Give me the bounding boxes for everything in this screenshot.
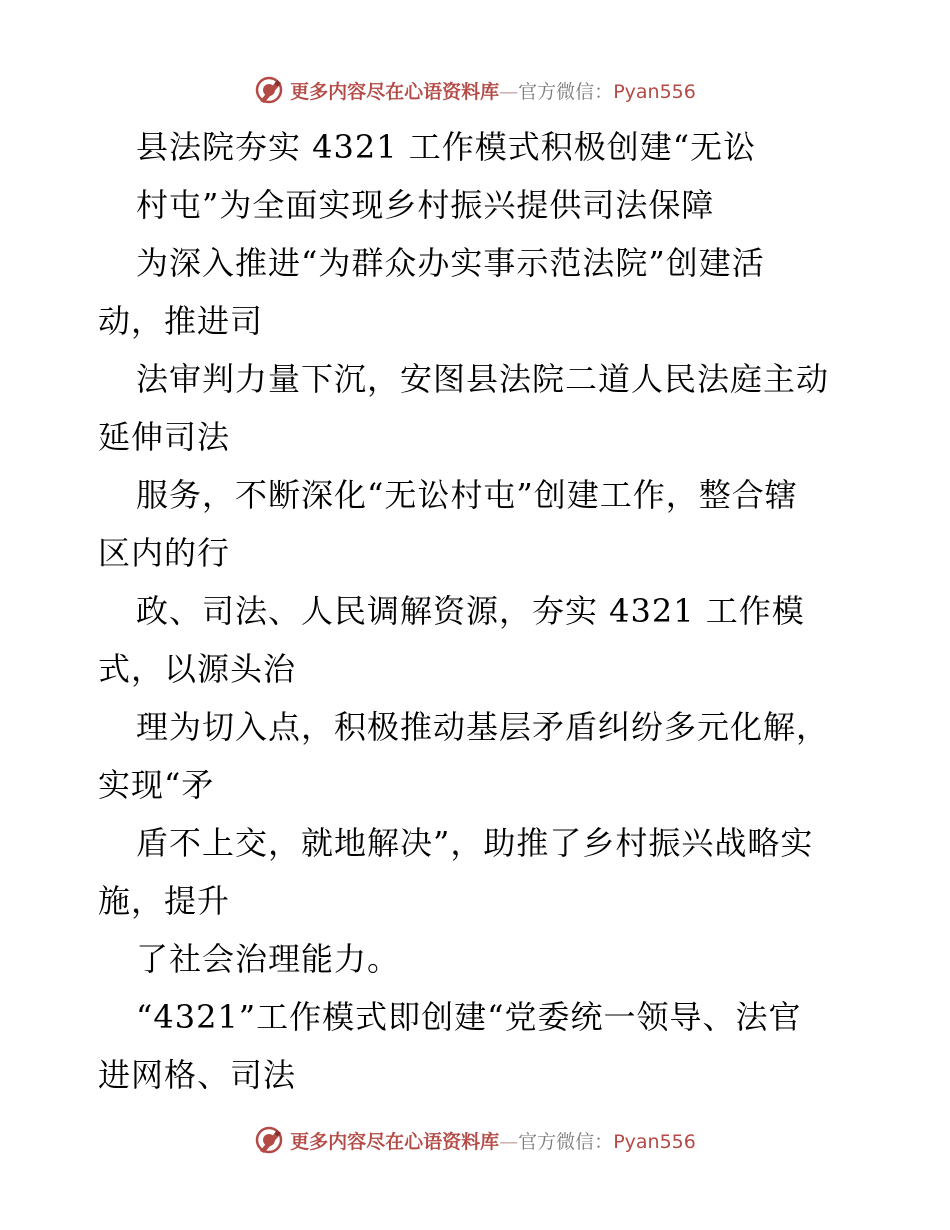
text-line: 施，提升 (98, 882, 231, 920)
watermark-text (290, 77, 696, 104)
text-line: 为深入推进“为群众办实事示范法院”创建活 (136, 244, 765, 282)
watermark-brand: 更多内容尽在心语资料库 (290, 1130, 500, 1153)
text-line: 进网格、司法 (98, 1056, 297, 1094)
watermark-dash: — (499, 80, 519, 103)
pen-logo-icon (254, 1125, 284, 1155)
text-line: 延伸司法 (98, 418, 231, 456)
watermark-handle: Pyan556 (613, 80, 696, 103)
text-line: 村屯”为全面实现乡村振兴提供司法保障 (136, 186, 715, 224)
watermark-brand: 更多内容尽在心语资料库 (290, 80, 500, 103)
text-line: 服务，不断深化“无讼村屯”创建工作，整合辖 (136, 476, 798, 514)
text-line: 政、司法、人民调解资源，夯实 4321 工作模 (136, 592, 805, 630)
watermark-label: 官方微信： (518, 80, 614, 103)
text-line: 实现“矛 (98, 766, 215, 804)
text-line: “4321”工作模式即创建“党委统一领导、法官 (136, 998, 802, 1036)
watermark-dash: — (499, 1130, 519, 1153)
text-line: 县法院夯实 4321 工作模式积极创建“无讼 (136, 128, 757, 166)
watermark-handle: Pyan556 (613, 1130, 696, 1153)
header-watermark (0, 70, 950, 110)
text-line: 区内的行 (98, 534, 231, 572)
text-line: 理为切入点，积极推动基层矛盾纠纷多元化解， (136, 708, 830, 746)
pen-logo-icon (254, 75, 284, 105)
text-line: 盾不上交，就地解决”，助推了乡村振兴战略实 (136, 824, 814, 862)
text-line: 式，以源头治 (98, 650, 297, 688)
watermark-text (290, 1127, 696, 1154)
document-body (98, 118, 858, 1104)
text-line: 动，推进司 (98, 302, 264, 340)
text-line: 法审判力量下沉，安图县法院二道人民法庭主动 (136, 360, 830, 398)
footer-watermark (0, 1120, 950, 1160)
watermark-label: 官方微信： (518, 1130, 614, 1153)
text-line: 了社会治理能力。 (136, 940, 401, 978)
